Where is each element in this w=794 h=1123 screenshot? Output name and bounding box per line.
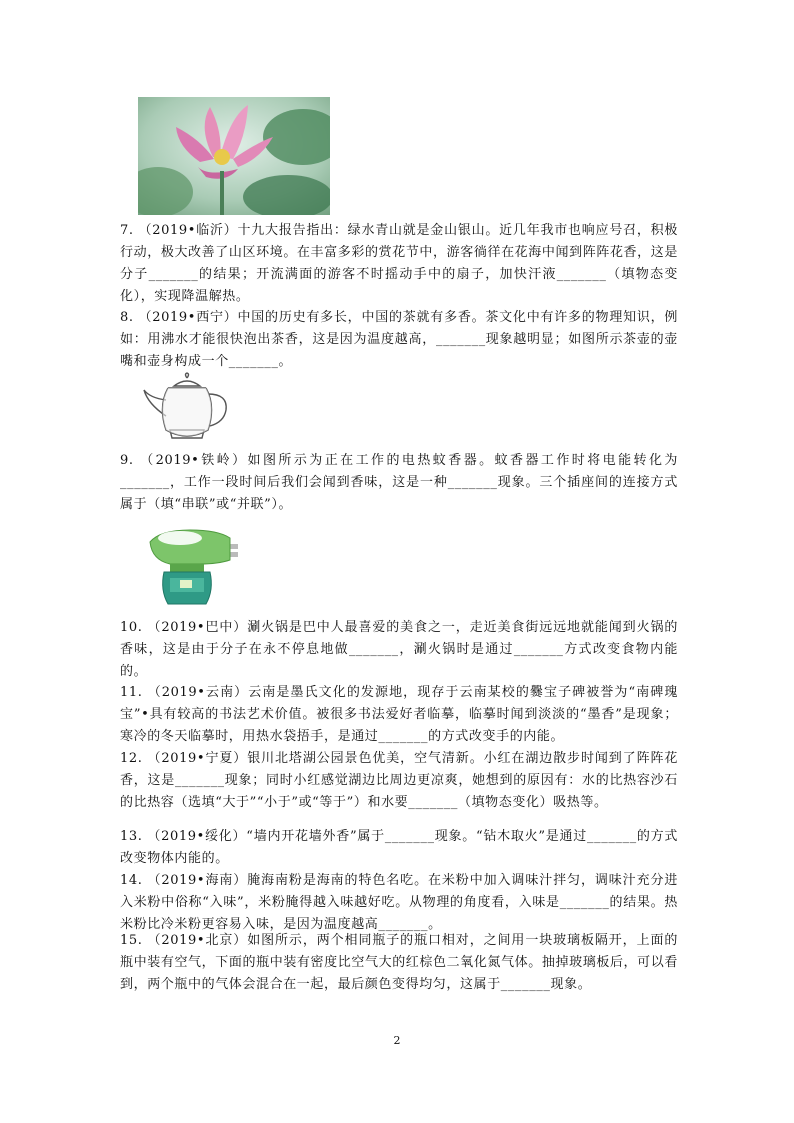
lotus-photo	[138, 97, 330, 215]
page-number: 2	[393, 1034, 401, 1047]
question-14	[120, 870, 678, 936]
question-15	[120, 930, 678, 996]
question-number: 13.	[120, 829, 143, 844]
question-text: （2019•西宁）中国的历史有多长，中国的茶就有多香。茶文化中有许多的物理知识，例如：用沸水才能很快泡出茶香，这是因为温度越高，_______现象越明显；如图所示茶壶的壶嘴和壶身构成一个_______。	[120, 310, 678, 369]
question-7	[120, 220, 678, 308]
question-13	[120, 826, 678, 870]
question-11	[120, 682, 678, 748]
question-12	[120, 748, 678, 814]
mosquito-heater-icon	[140, 520, 240, 606]
question-10	[120, 617, 678, 683]
question-text: （2019•云南）云南是墨氏文化的发源地，现存于云南某校的爨宝子碑被誉为“南碑瑰宝”•具有较高的书法艺术价值。被很多书法爱好者临摹，临摹时闻到淡淡的“墨香”是现象；寒冷的冬天临摹时，用热水袋捂手，是通过_______的方式改变手的内能。	[120, 685, 678, 744]
question-number: 12.	[120, 751, 143, 766]
question-text: （2019•临沂）十九大报告指出：绿水青山就是金山银山。近几年我市也响应号召，积极行动，极大改善了山区环境。在丰富多彩的赏花节中，游客徜徉在花海中闻到阵阵花香，这是分子_______的结果；开流满面的游客不时摇动手中的扇子，加快汗液_______（填物态变化），实现降温解热。	[120, 223, 678, 304]
question-number: 11.	[120, 685, 143, 700]
question-text: （2019•海南）腌海南粉是海南的特色名吃。在米粉中加入调味汁拌匀，调味汁充分进入米粉中俗称“入味”，米粉腌得越入味越好吃。从物理的角度看，入味是_______的结果。热米粉比冷米粉更容易入味，是因为温度越高_______。	[120, 873, 678, 932]
question-number: 10.	[120, 620, 143, 635]
question-number: 9.	[120, 453, 134, 468]
question-text: （2019•北京）如图所示，两个相同瓶子的瓶口相对，之间用一块玻璃板隔开，上面的瓶中装有空气，下面的瓶中装有密度比空气大的红棕色二氧化氮气体。抽掉玻璃板后，可以看到，两个瓶中的气体会混合在一起，最后颜色变得均匀，这属于_______现象。	[120, 933, 678, 992]
question-number: 8.	[120, 310, 134, 325]
question-8	[120, 307, 678, 373]
question-text: （2019•宁夏）银川北塔湖公园景色优美，空气清新。小红在湖边散步时闻到了阵阵花香，这是_______现象；同时小红感觉湖边比周边更凉爽，她想到的原因有：水的比热容沙石的比热容（选填“大于”“小于”或“等于”）和水要_______（填物态变化）吸热等。	[120, 751, 678, 810]
question-number: 7.	[120, 223, 134, 238]
question-text: （2019•绥化）“墙内开花墙外香”属于_______现象。“钻木取火”是通过_______的方式改变物体内能的。	[120, 829, 678, 866]
teapot-icon	[140, 372, 234, 442]
question-number: 14.	[120, 873, 143, 888]
question-9	[120, 450, 678, 516]
question-number: 15.	[120, 933, 143, 948]
question-text: （2019•巴中）涮火锅是巴中人最喜爱的美食之一，走近美食街远远地就能闻到火锅的香味，这是由于分子在永不停息地做_______，涮火锅时是通过_______方式改变食物内能的。	[120, 620, 678, 679]
question-text: （2019•铁岭）如图所示为正在工作的电热蚊香器。蚊香器工作时将电能转化为_______，工作一段时间后我们会闻到香味，这是一种_______现象。三个插座间的连接方式属于（填“串联”或“并联”）。	[120, 453, 679, 512]
